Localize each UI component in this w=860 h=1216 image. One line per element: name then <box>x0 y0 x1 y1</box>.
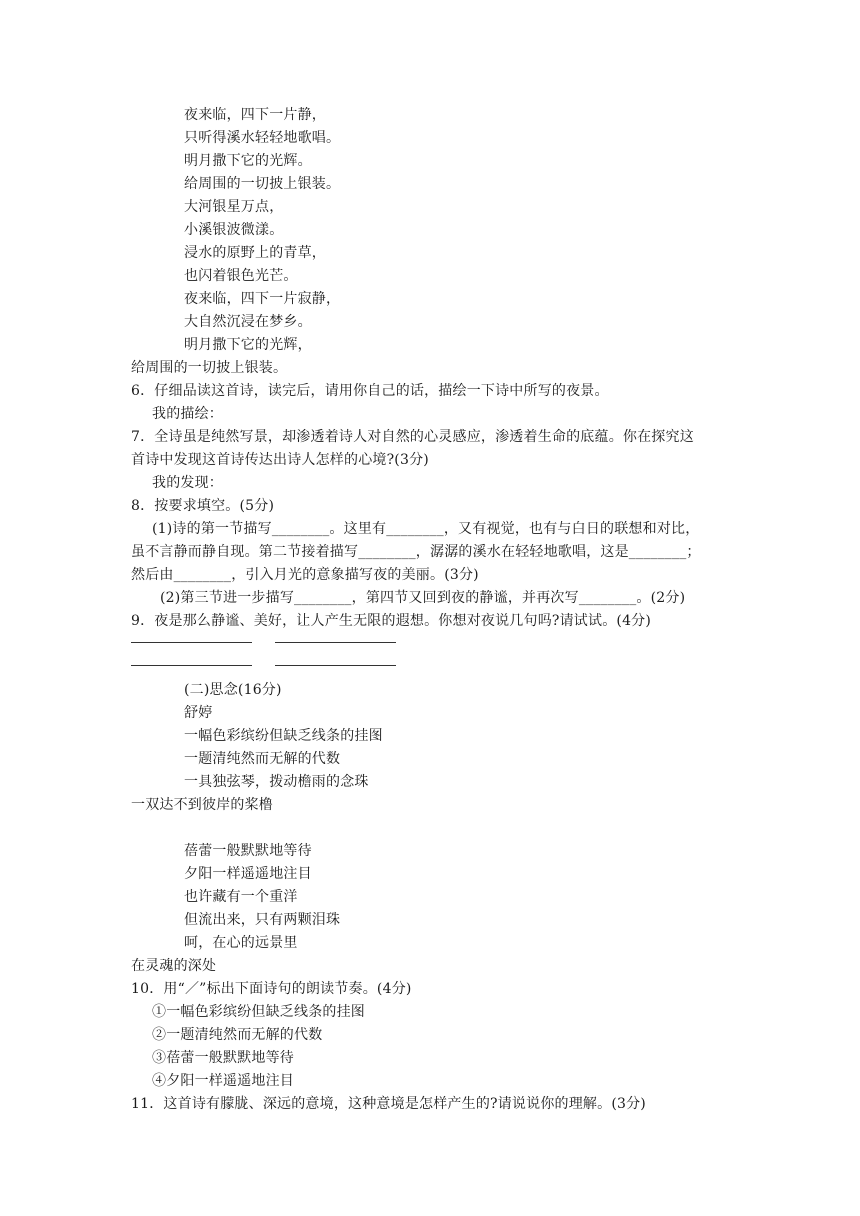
question-11: 11．这首诗有朦胧、深远的意境，这种意境是怎样产生的?请说说你的理解。(3分) <box>131 1096 646 1112</box>
poem1-line: 明月撒下它的光辉。 <box>184 153 312 169</box>
q6-answer-label: 我的描绘： <box>152 406 223 422</box>
answer-blank[interactable] <box>131 642 252 643</box>
q8-part2: (2)第三节进一步描写________，第四节又回到夜的静谧，并再次写________。(2分) <box>160 590 686 606</box>
poem1-line: 明月撒下它的光辉， <box>184 337 312 353</box>
question-6: 6．仔细品读这首诗，读完后，请用你自己的话，描绘一下诗中所写的夜景。 <box>131 383 609 399</box>
q8-part1-line2: 虽不言静而静自现。第二节接着描写________，潺潺的溪水在轻轻地歌唱，这是________； <box>131 544 701 560</box>
poem2-line: 一幅色彩缤纷但缺乏线条的挂图 <box>184 728 383 744</box>
poem1-line: 夜来临，四下一片静， <box>184 107 326 123</box>
answer-blank[interactable] <box>275 642 396 643</box>
poem2-line: 呵，在心的远景里 <box>184 935 298 951</box>
poem1-line: 大河银星万点， <box>184 199 284 215</box>
poem2-line: 在灵魂的深处 <box>131 958 217 974</box>
poem1-line: 大自然沉浸在梦乡。 <box>184 314 312 330</box>
q7-answer-label: 我的发现： <box>152 475 223 491</box>
poem1-line: 也闪着银色光芒。 <box>184 268 298 284</box>
answer-blank[interactable] <box>275 665 396 666</box>
poem1-line: 给周围的一切披上银装。 <box>184 176 341 192</box>
q10-item: ④夕阳一样遥遥地注目 <box>152 1073 294 1089</box>
question-10: 10．用“／”标出下面诗句的朗读节奏。(4分) <box>131 981 412 997</box>
poem2-line: 也许藏有一个重洋 <box>184 889 298 905</box>
answer-blank[interactable] <box>131 665 252 666</box>
poem2-line: 一双达不到彼岸的桨橹 <box>131 797 273 813</box>
poem1-line: 小溪银波微漾。 <box>184 222 284 238</box>
poem2-line: 但流出来，只有两颗泪珠 <box>184 912 341 928</box>
poem1-line: 夜来临，四下一片寂静， <box>184 291 341 307</box>
poem1-line: 只听得溪水轻轻地歌唱。 <box>184 130 341 146</box>
question-7-line1: 7．全诗虽是纯然写景，却渗透着诗人对自然的心灵感应，渗透着生命的底蕴。你在探究这 <box>131 429 694 445</box>
question-7-line2: 首诗中发现这首诗传达出诗人怎样的心境?(3分) <box>131 452 429 468</box>
q10-item: ③蓓蕾一般默默地等待 <box>152 1050 294 1066</box>
q8-part1-line1: (1)诗的第一节描写________。这里有________，又有视觉，也有与白日的联想和对比， <box>152 521 700 537</box>
q8-part1-line3: 然后由________，引入月光的意象描写夜的美丽。(3分) <box>131 567 479 583</box>
q10-item: ②一题清纯然而无解的代数 <box>152 1027 323 1043</box>
q10-item: ①一幅色彩缤纷但缺乏线条的挂图 <box>152 1004 365 1020</box>
poem1-last-line: 给周围的一切披上银装。 <box>131 360 288 376</box>
question-9: 9．夜是那么静谧、美好，让人产生无限的遐想。你想对夜说几句吗?请试试。(4分) <box>131 613 652 629</box>
poem2-line: 一题清纯然而无解的代数 <box>184 751 341 767</box>
poem2-line: 夕阳一样遥遥地注目 <box>184 866 312 882</box>
section-2-title: (二)思念(16分) <box>184 682 282 698</box>
poem2-line: 蓓蕾一般默默地等待 <box>184 843 312 859</box>
poem2-line: 一具独弦琴，拨动檐雨的念珠 <box>184 774 369 790</box>
question-8: 8．按要求填空。(5分) <box>131 498 275 514</box>
poem2-author: 舒婷 <box>184 705 213 721</box>
poem1-line: 浸水的原野上的青草， <box>184 245 326 261</box>
